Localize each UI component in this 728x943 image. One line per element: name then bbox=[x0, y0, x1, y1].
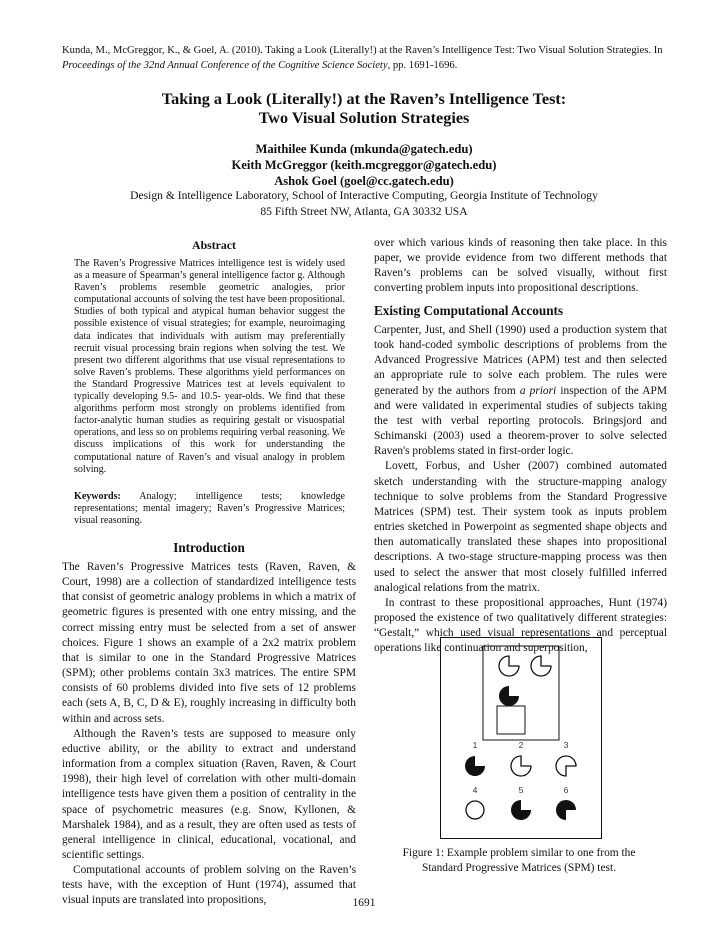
intro-paragraph-3: Computational accounts of problem solving on the Raven’s tests have, with the exception of Hunt (1974), assumed that visual inputs are translated into propositions, bbox=[62, 864, 356, 907]
existing-paragraph-2: Lovett, Forbus, and Usher (2007) combined automated sketch understanding with the structure-mapping analogy technique to solve problems from the Standard Progressive Matrices (SPM) test. Their system took as inputs problem entries sketched in Powerpoint as segmented shape objects and then automatically translated these shapes into propositional descriptions. A two-stage structure-mapping process was then used to select the answer that most closely fulfilled inferred analogical relations from the matrix. bbox=[374, 460, 667, 594]
figure-caption: Figure 1: Example problem similar to one from the Standard Progressive Matrices (SPM) test. bbox=[402, 847, 636, 874]
existing-accounts-heading: Existing Computational Accounts bbox=[374, 303, 564, 318]
option-number-6: 6 bbox=[563, 785, 569, 795]
intro-paragraph-2: Although the Raven’s tests are supposed to measure only eductive ability, or the ability to extract and understand information from a complex situation (Raven, Raven, & Court 1998), their high level of correlation with other multi-domain intelligence tests have given them a position of centrality in the space of psychometric measures (e.g. Snow, Kyllonen, & Marshalek 1984), and as a result, they are often used as tests of general intelligence in clinical, educational, vocational, and scientific settings. bbox=[62, 727, 356, 861]
matrix-cell-3 bbox=[499, 686, 519, 706]
existing-accounts-body bbox=[374, 323, 667, 656]
affiliation-line-1: Design & Intelligence Laboratory, School of Interactive Computing, Georgia Institute of Technology bbox=[130, 189, 598, 202]
keywords bbox=[74, 491, 345, 527]
option-number-2: 2 bbox=[518, 740, 524, 750]
author-3: Ashok Goel (goel@cc.gatech.edu) bbox=[274, 174, 454, 188]
abstract-text: The Raven’s Progressive Matrices intelligence test is widely used as a measure of Spearman’s general intelligence factor g. Although Raven’s problems resemble geometric analogies, prior computational accounts of solving the test have been propositional. Studies of both typical and atypical human behavior suggest the possible existence of visual strategies; for example, neuroimaging data indicates that individuals with autism may preferentially recruit visual processing brain regions when solving the test. We present two different algorithms that use visual representations to solve Raven’s problems. These algorithms yield performances on the Standard Progressive Matrices test at levels equivalent to typically developing 9.5- and 10.5- year-olds. We find that these algorithms perform most strongly on problems identified from factor-analytic human studies as requiring gestalt or visuospatial operations, and less so on problems requiring verbal reasoning. We discuss implications of this work for understanding the computational nature of Raven’s and visual analogy in problem solving. bbox=[74, 258, 345, 475]
intro-paragraph-1: The Raven’s Progressive Matrices tests (Raven, Raven, & Court, 1998) are a collection of standardized intelligence tests that consist of geometric analogy problems in which a matrix of geometric figures is presented with one entry missing, and the correct missing entry must be selected from a set of answer choices. Figure 1 shows an example of a 2x2 matrix problem that is similar to one in the Standard Progressive Matrices (SPM); other problems contain 3x3 matrices. The entire SPM consists of 60 problems divided into five sets of 12 problems each (sets A, B, C, D & E), roughly increasing in difficulty both within and across sets. bbox=[62, 561, 356, 725]
author-1: Maithilee Kunda (mkunda@gatech.edu) bbox=[255, 142, 473, 156]
keywords-label: Keywords: bbox=[74, 491, 121, 502]
existing-paragraph-1: Carpenter, Just, and Shell (1990) used a production system that took hand-coded symbolic descriptions of problems from the Advanced Progressive Matrices (APM) test and then selected an appropriate rule to solve each problem. The rules were generated by the authors from a priori inspection of the APM and were validated in experimental studies of subjects taking the test with verbal reporting protocols. Bringsjord and Schimanski (2003) used a theorem-prover to solve selected Raven's problems stated in first-order logic. bbox=[374, 324, 667, 458]
introduction-body bbox=[62, 560, 356, 909]
answer-option-5 bbox=[511, 800, 531, 820]
existing-paragraph-3: In contrast to these propositional approaches, Hunt (1974) proposed the existence of two qualitatively different strategies: “Gestalt,” which used visual representations and perceptual operations like continuation and superposition, bbox=[374, 596, 667, 655]
intro-continuation: over which various kinds of reasoning then take place. In this paper, we provide evidence from two different methods that Raven’s problems can be solved visually, without first converting problem inputs into propositional descriptions. bbox=[374, 237, 667, 295]
introduction-heading: Introduction bbox=[173, 540, 245, 555]
raven-problem-figure bbox=[440, 637, 602, 839]
option-number-5: 5 bbox=[518, 785, 524, 795]
option-number-3: 3 bbox=[563, 740, 569, 750]
option-number-1: 1 bbox=[472, 740, 478, 750]
paper-title bbox=[80, 90, 648, 128]
missing-entry-box bbox=[497, 706, 525, 734]
matrix-cell-1 bbox=[499, 656, 519, 676]
affiliation-line-2: 85 Fifth Street NW, Atlanta, GA 30332 USA bbox=[260, 205, 468, 218]
answer-option-2 bbox=[511, 756, 531, 776]
author-2: Keith McGreggor (keith.mcgreggor@gatech.edu) bbox=[231, 158, 497, 172]
answer-option-1 bbox=[465, 756, 485, 776]
citation: Kunda, M., McGreggor, K., & Goel, A. (2010). Taking a Look (Literally!) at the Raven’s Intelligence Test: Two Visual Solution Strategies. In Proceedings of the 32nd Annual Conference of the Cognitive Science Society, pp. 1691-1696. bbox=[62, 45, 663, 71]
keywords-text: Analogy; intelligence tests; knowledge representations; mental imagery; Raven’s Progressive Matrices; visual reasoning. bbox=[74, 491, 345, 527]
answer-option-3 bbox=[556, 756, 576, 776]
matrix-cell-2 bbox=[531, 656, 551, 676]
page-number: 1691 bbox=[352, 897, 376, 909]
answer-option-6 bbox=[556, 800, 576, 820]
option-number-4: 4 bbox=[472, 785, 478, 795]
title-line-1: Taking a Look (Literally!) at the Raven’s Intelligence Test: bbox=[161, 90, 567, 108]
answer-option-4 bbox=[466, 801, 484, 819]
abstract-heading: Abstract bbox=[192, 238, 236, 252]
title-line-2: Two Visual Solution Strategies bbox=[258, 109, 470, 127]
